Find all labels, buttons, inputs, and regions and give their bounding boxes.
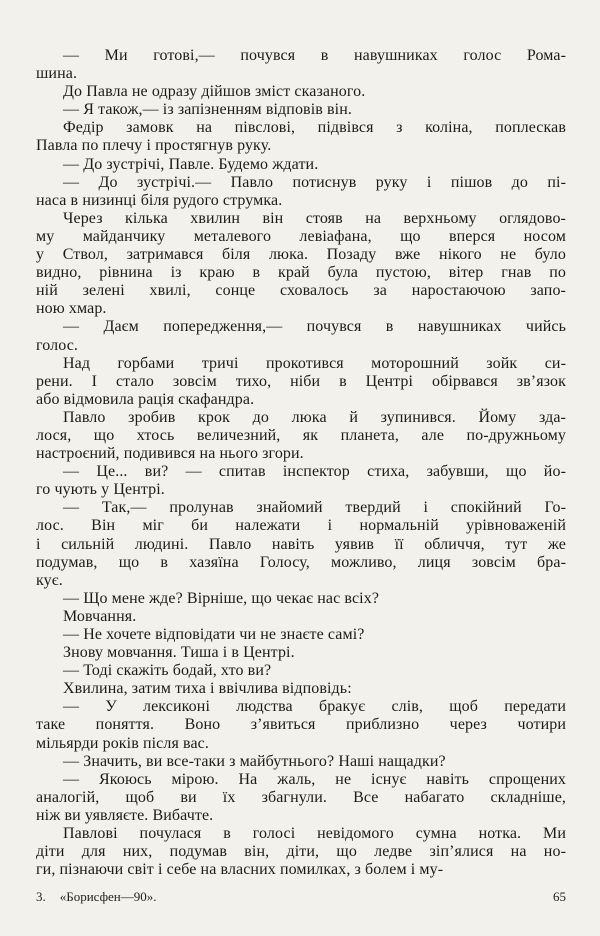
paragraph xyxy=(36,101,566,119)
text-line: Павло зробив крок до люка й зупинився. Йому зда- xyxy=(63,408,566,426)
paragraph xyxy=(36,590,566,608)
paragraph xyxy=(36,47,566,83)
paragraph xyxy=(36,680,566,698)
paragraph xyxy=(36,174,566,210)
text-line: шина. xyxy=(36,65,78,83)
paragraph xyxy=(36,753,566,771)
paragraph xyxy=(36,499,566,589)
text-line: Через кілька хвилин він стояв на верхньому оглядово- xyxy=(63,209,566,227)
paragraph xyxy=(36,825,566,879)
page-footer xyxy=(36,889,566,905)
paragraph xyxy=(36,626,566,644)
page-number: 65 xyxy=(553,889,566,904)
paragraph xyxy=(36,83,566,101)
text-line: Павла по плечу і простягнув руку. xyxy=(36,137,272,155)
paragraph xyxy=(36,119,566,155)
text-line: лося, що хтось величезний, як планета, але по-дружньому xyxy=(36,426,566,444)
text-line: — Значить, ви все-таки з майбутнього? Наші нащадки? xyxy=(63,752,446,770)
text-block xyxy=(36,47,566,879)
text-line: лос. Він міг би належати і нормальній урівноваженій xyxy=(36,517,566,535)
text-line: — Якоюсь мірою. На жаль, не існує навіть спрощених xyxy=(63,770,566,788)
text-line: ги, пізнаючи світ і себе на власних помилках, з болем і му- xyxy=(36,861,444,879)
text-line: — До зустрічі, Павле. Будемо ждати. xyxy=(63,155,319,173)
text-line: кує. xyxy=(36,571,63,589)
text-line: діти для них, подумав він, діти, що ледве зіп’ялися на но- xyxy=(36,843,566,861)
text-line: ній зелені хвилі, сонце сховалось за наростаючою запо- xyxy=(36,282,566,300)
text-line: настроєний, подивився на нього згори. xyxy=(36,445,304,463)
paragraph xyxy=(36,698,566,752)
edition-note: «Борисфен—90». xyxy=(59,889,157,904)
text-line: му майданчику металевого левіафана, що вперся носом xyxy=(36,227,566,245)
paragraph xyxy=(36,156,566,174)
paragraph xyxy=(36,318,566,354)
text-line: наса в низинці біля рудого струмка. xyxy=(36,191,283,209)
signature-mark: 3. xyxy=(36,889,46,904)
text-line: видно, рівнина із краю в край була пустою, вітер гнав по xyxy=(36,264,566,282)
text-line: Знову мовчання. Тиша і в Центрі. xyxy=(63,644,295,662)
text-line: Мовчання. xyxy=(63,607,137,625)
text-line: у Ствол, затримався біля люка. Позаду вже нікого не було xyxy=(36,246,566,264)
text-line: або відмовила рація скафандра. xyxy=(36,390,255,408)
text-line: рени. І стало зовсім тихо, ніби в Центрі обірвався зв’язок xyxy=(36,372,566,390)
text-line: — У лексиконі людства бракує слів, щоб передати xyxy=(63,698,566,716)
paragraph xyxy=(36,662,566,680)
text-line: — Тоді скажіть бодай, хто ви? xyxy=(63,662,272,680)
text-line: До Павла не одразу дійшов зміст сказаного. xyxy=(63,83,366,101)
text-line: ніж ви уявляєте. Вибачте. xyxy=(36,806,214,824)
text-line: — Що мене жде? Вірніше, що чекає нас всіх? xyxy=(63,589,380,607)
text-line: і сильній людині. Павло навіть уявив її обличчя, тут же xyxy=(36,535,566,553)
text-line: ною хмар. xyxy=(36,300,107,318)
text-line: — Ми готові,— почувся в навушниках голос Рома- xyxy=(63,47,566,64)
text-line: го чують у Центрі. xyxy=(36,481,165,499)
text-line: аналогій, щоб ви їх збагнули. Все набагато складніше, xyxy=(36,788,566,806)
text-line: — Так,— пролунав знайомий твердий і спокійний Го- xyxy=(63,499,566,517)
text-line: — До зустрічі.— Павло потиснув руку і пішов до пі- xyxy=(63,173,566,191)
text-line: Над горбами тричі прокотився моторошний зойк си- xyxy=(63,354,566,372)
text-line: Хвилина, затим тиха і ввічлива відповідь: xyxy=(63,680,352,698)
text-line: таке поняття. Воно з’явиться приблизно через чотири xyxy=(36,716,566,734)
paragraph xyxy=(36,644,566,662)
paragraph xyxy=(36,355,566,409)
footer-note xyxy=(36,889,157,905)
paragraph xyxy=(36,463,566,499)
text-line: Федір замовк на півслові, підвівся з коліна, поплескав xyxy=(63,119,566,137)
text-line: голос. xyxy=(36,336,79,354)
text-line: Павлові почулася в голосі невідомого сумна нотка. Ми xyxy=(63,825,566,843)
paragraph xyxy=(36,409,566,463)
paragraph xyxy=(36,210,566,319)
text-line: — Не хочете відповідати чи не знаєте самі? xyxy=(63,626,365,643)
text-line: подумав, що в хазяїна Голосу, можливо, лиця зовсім бра- xyxy=(36,553,566,571)
text-line: — Це... ви? — спитав інспектор стиха, забувши, що йо- xyxy=(63,463,566,481)
text-line: — Я також,— із запізненням відповів він. xyxy=(63,101,352,119)
text-line: мільярди років після вас. xyxy=(36,734,209,752)
text-line: — Даєм попередження,— почувся в навушниках чийсь xyxy=(63,318,566,336)
paragraph xyxy=(36,608,566,626)
paragraph xyxy=(36,771,566,825)
